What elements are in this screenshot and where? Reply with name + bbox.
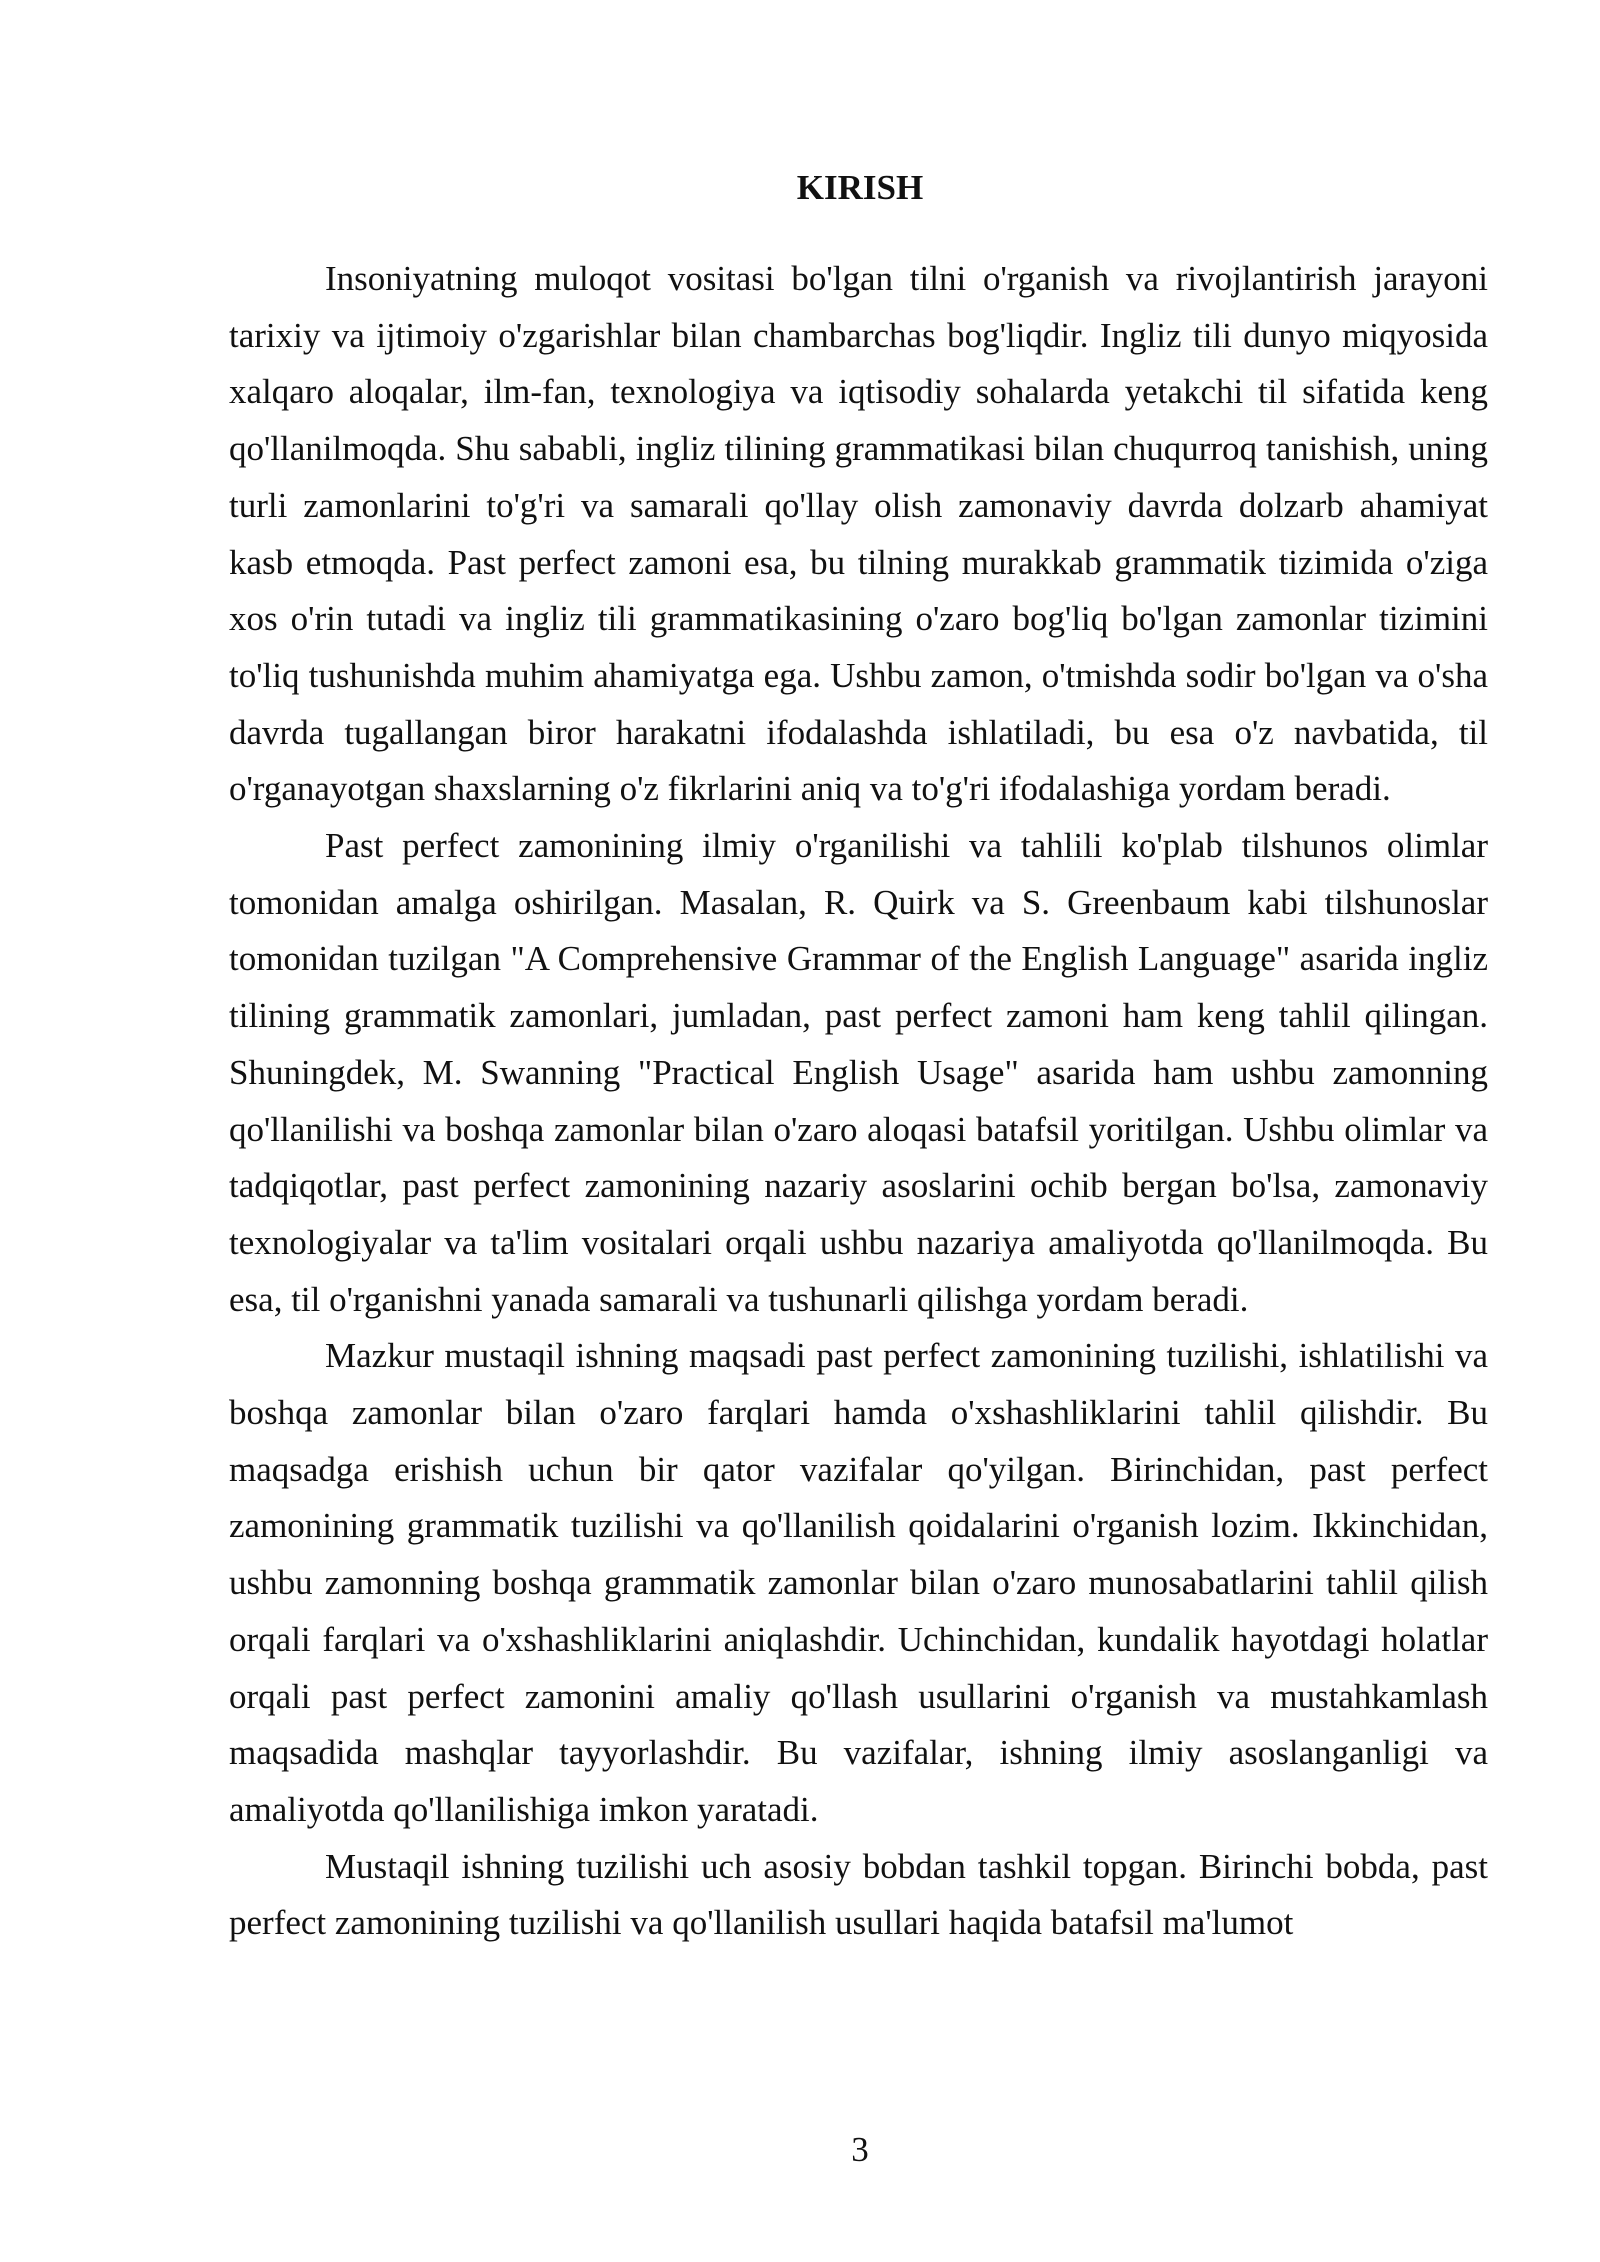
page-number: 3	[851, 2130, 869, 2169]
paragraph-intro: Insoniyatning muloqot vositasi bo'lgan tilni o'rganish va rivojlantirish jarayoni tarixiy va ijtimoiy o'zgarishlar bilan chambarchas bog'liqdir. Ingliz tili dunyo miqyosida xalqaro aloqalar, ilm-fan, texnologiya va iqtisodiy sohalarda yetakchi til sifatida keng qo'llanilmoqda. Shu sababli, ingliz tilining grammatikasi bilan chuqurroq tanishish, uning turli zamonlarini to'g'ri va samarali qo'llay olish zamonaviy davrda dolzarb ahamiyat kasb etmoqda. Past perfect zamoni esa, bu tilning murakkab grammatik tizimida o'ziga xos o'rin tutadi va ingliz tili grammatikasining o'zaro bog'liq bo'lgan zamonlar tizimini to'liq tushunishda muhim ahamiyatga ega. Ushbu zamon, o'tmishda sodir bo'lgan va o'sha davrda tugallangan biror harakatni ifodalashda ishlatiladi, bu esa o'z navbatida, til o'rganayotgan shaxslarning o'z fikrlarini aniq va to'g'ri ifodalashiga yordam beradi.	[229, 259, 1488, 809]
body-text	[229, 251, 1488, 1952]
paragraph-research: Past perfect zamonining ilmiy o'rganilishi va tahlili ko'plab tilshunos olimlar tomonidan amalga oshirilgan. Masalan, R. Quirk va S. Greenbaum kabi tilshunoslar tomonidan tuzilgan "A Comprehensive Grammar of the English Language" asarida ingliz tilining grammatik zamonlari, jumladan, past perfect zamoni ham keng tahlil qilingan. Shuningdek, M. Swanning "Practical English Usage" asarida ham ushbu zamonning qo'llanilishi va boshqa zamonlar bilan o'zaro aloqasi batafsil yoritilgan. Ushbu olimlar va tadqiqotlar, past perfect zamonining nazariy asoslarini ochib bergan bo'lsa, zamonaviy texnologiyalar va ta'lim vositalari orqali ushbu nazariya amaliyotda qo'llanilmoqda. Bu esa, til o'rganishni yanada samarali va tushunarli qilishga yordam beradi.	[229, 826, 1488, 1319]
section-title: KIRISH	[796, 168, 924, 207]
paragraph-goals: Mazkur mustaqil ishning maqsadi past perfect zamonining tuzilishi, ishlatilishi va boshqa zamonlar bilan o'zaro farqlari hamda o'xshashliklarini tahlil qilishdir. Bu maqsadga erishish uchun bir qator vazifalar qo'yilgan. Birinchidan, past perfect zamonining grammatik tuzilishi va qo'llanilish qoidalarini o'rganish lozim. Ikkinchidan, ushbu zamonning boshqa grammatik zamonlar bilan o'zaro munosabatlarini tahlil qilish orqali farqlari va o'xshashliklarini aniqlashdir. Uchinchidan, kundalik hayotdagi holatlar orqali past perfect zamonini amaliy qo'llash usullarini o'rganish va mustahkamlash maqsadida mashqlar tayyorlashdir. Bu vazifalar, ishning ilmiy asoslanganligi va amaliyotda qo'llanilishiga imkon yaratadi.	[229, 1336, 1488, 1829]
paragraph-structure: Mustaqil ishning tuzilishi uch asosiy bobdan tashkil topgan. Birinchi bobda, past perfect zamonining tuzilishi va qo'llanilish usullari haqida batafsil ma'lumot	[229, 1846, 1488, 1943]
